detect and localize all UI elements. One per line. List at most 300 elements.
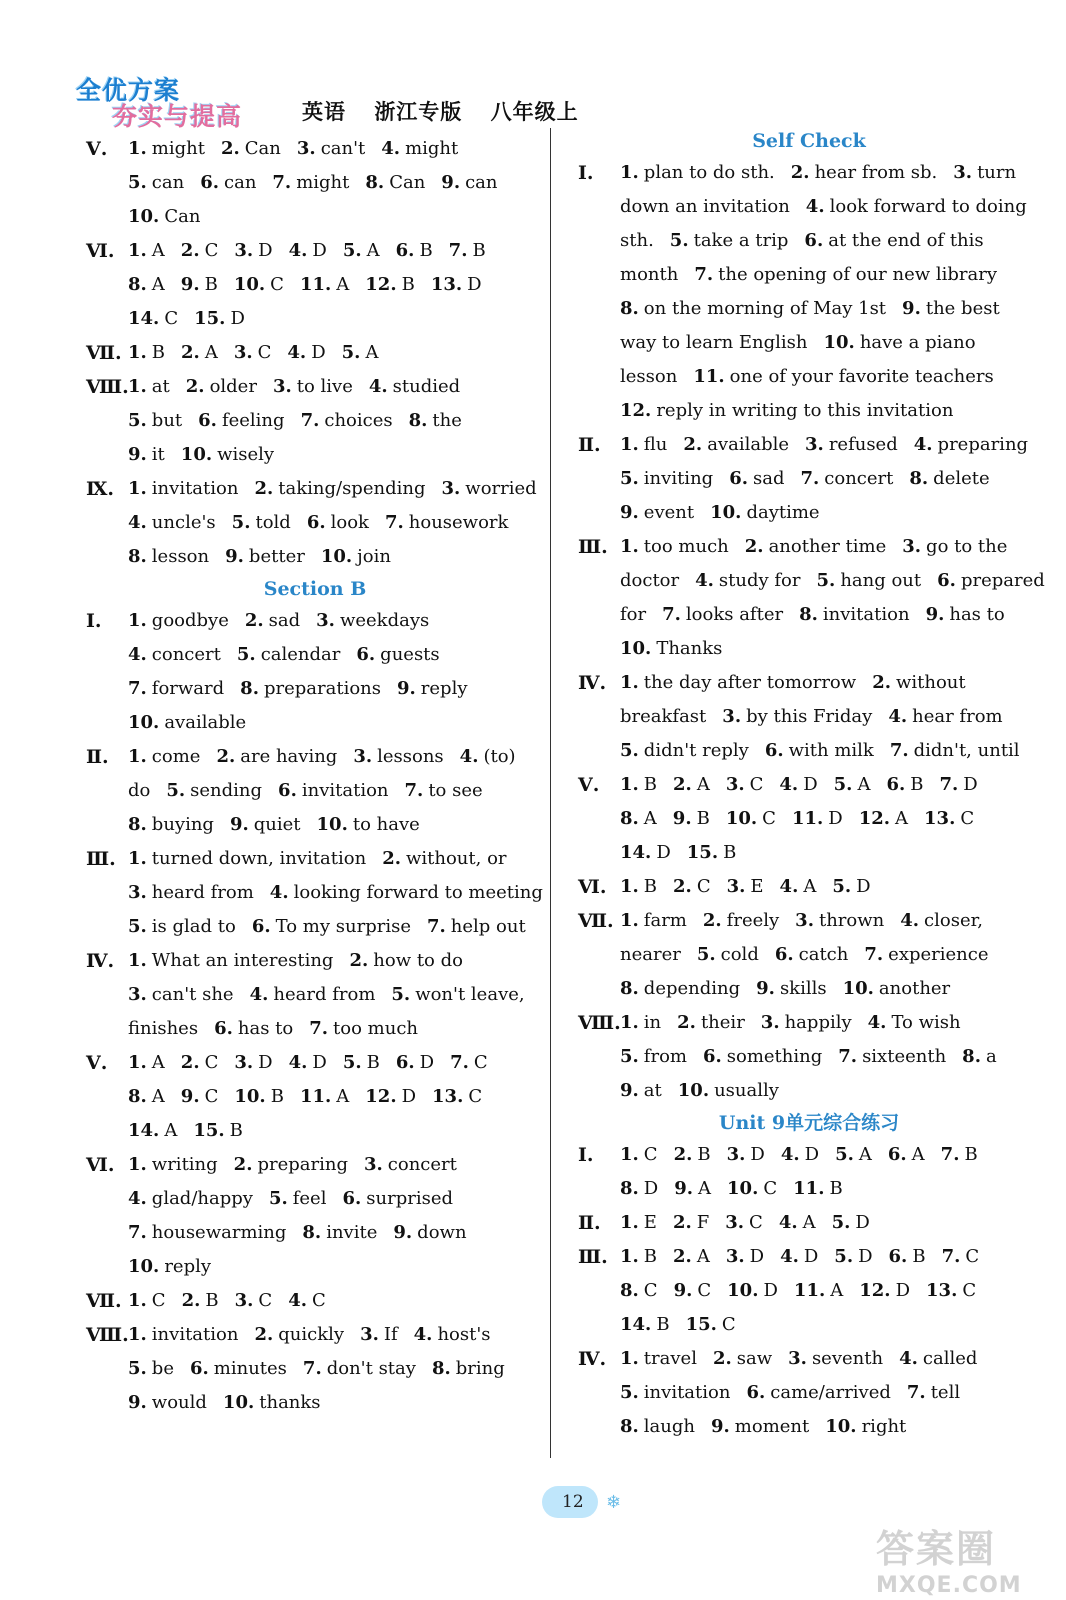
answer-item (128, 1250, 211, 1284)
answer-line (620, 1308, 1040, 1342)
answer-item (889, 1240, 926, 1274)
answer-number: 6. (887, 1144, 907, 1165)
exercise-group (86, 1318, 544, 1420)
answer-item (128, 1012, 198, 1046)
answer-text: from (643, 1046, 687, 1067)
answer-line (128, 876, 544, 910)
answer-item (888, 1138, 925, 1172)
answer-item (214, 1012, 293, 1046)
answer-text: choices (324, 410, 393, 431)
answer-text: looking forward to meeting (293, 882, 543, 903)
answer-text: B (643, 774, 658, 795)
exercise-number: Ⅷ. (86, 1324, 129, 1346)
answer-number: 13. (432, 1086, 464, 1107)
answer-item (793, 1172, 843, 1206)
answer-number: 10. (727, 1178, 759, 1199)
answer-number: 4. (287, 342, 307, 363)
answer-text: the opening of our new library (718, 264, 998, 285)
answer-text: What an interesting (151, 950, 334, 971)
answer-item (620, 1138, 658, 1172)
answer-number: 8. (620, 1416, 639, 1437)
answer-item (431, 268, 482, 302)
answer-line (128, 1012, 544, 1046)
answer-number: 7. (302, 1358, 322, 1379)
answer-line (128, 1284, 544, 1318)
answer-item (806, 190, 1027, 224)
answer-text: lessons (377, 746, 444, 767)
answer-line (620, 530, 1040, 564)
answer-text: by this Friday (746, 706, 873, 727)
answer-text: B (472, 240, 486, 261)
answer-item (942, 1240, 980, 1274)
answer-number: 5. (128, 172, 147, 193)
answer-number: 2. (673, 1144, 693, 1165)
answer-item (181, 438, 274, 472)
answer-text: E (643, 1212, 657, 1233)
answer-number: 10. (233, 274, 266, 295)
answer-number: 8. (128, 274, 147, 295)
answer-text: can't she (151, 984, 234, 1005)
exercise-group (86, 604, 544, 740)
answer-text: have a piano (859, 332, 976, 353)
answer-text: prepared (960, 570, 1045, 591)
answer-number: 10. (620, 638, 652, 659)
answer-text: feeling (221, 410, 285, 431)
answer-text: freely (726, 910, 780, 931)
answer-text: D (258, 1052, 273, 1073)
answer-text: without (895, 672, 966, 693)
answer-number: 1. (620, 910, 639, 931)
answer-text: taking/spending (278, 478, 426, 499)
exercise-number: Ⅱ. (86, 746, 109, 768)
answer-text: seventh (811, 1348, 884, 1369)
answer-text: C (960, 808, 975, 829)
answer-number: 4. (288, 240, 308, 261)
left-answer-column (86, 132, 544, 1420)
answer-text: won't leave, (415, 984, 525, 1005)
answer-number: 10. (180, 444, 213, 465)
answer-text: invite (326, 1222, 378, 1243)
answer-item (221, 132, 281, 166)
edition-label: 浙江专版 (374, 100, 463, 124)
answer-number: 7. (940, 1144, 960, 1165)
answer-item (128, 404, 182, 438)
answer-item (620, 1410, 695, 1444)
answer-number: 8. (128, 546, 147, 567)
answer-item (713, 1342, 772, 1376)
answer-item (128, 268, 165, 302)
answer-number: 10. (825, 1416, 857, 1437)
answer-text: surprised (366, 1188, 453, 1209)
answer-text: can't (320, 138, 366, 159)
answer-number: 9. (393, 1222, 413, 1243)
logo-line-1: 全优方案 (76, 76, 181, 105)
answer-number: 10. (128, 1256, 160, 1277)
answer-text: the (432, 410, 462, 431)
answer-item (186, 370, 257, 404)
answer-text: F (696, 1212, 710, 1233)
answer-line (620, 326, 1040, 360)
answer-text: came/arrived (770, 1382, 891, 1403)
answer-text: at (643, 1080, 662, 1101)
page-number: 12 (562, 1492, 584, 1512)
answer-item (674, 1274, 712, 1308)
answer-number: 3. (234, 1052, 254, 1073)
answer-text: uncle's (151, 512, 216, 533)
answer-number: 5. (341, 342, 361, 363)
subject-label: 英语 (302, 100, 346, 124)
answer-number: 2. (677, 1012, 696, 1033)
answer-item (353, 740, 443, 774)
answer-item (441, 166, 497, 200)
answer-number: 12. (859, 1280, 891, 1301)
watermark-url: MXQE.COM (876, 1573, 1022, 1598)
answer-item (620, 394, 953, 428)
answer-item (234, 1080, 284, 1114)
answer-text: B (401, 274, 415, 295)
answer-text: quiet (253, 814, 301, 835)
answer-text: worried (465, 478, 537, 499)
answer-text: closer, (924, 910, 983, 931)
answer-number: 13. (924, 808, 956, 829)
answer-item (620, 360, 677, 394)
answer-item (620, 938, 681, 972)
answer-text: Can (244, 138, 281, 159)
answer-number: 5. (816, 570, 836, 591)
answer-item (234, 234, 272, 268)
answer-text: B (643, 876, 658, 897)
answer-number: 2. (180, 1052, 200, 1073)
answer-text: concert (151, 644, 221, 665)
answer-text: their (700, 1012, 745, 1033)
answer-number: 2. (233, 1154, 253, 1175)
answer-item (427, 910, 526, 944)
answer-number: 10. (128, 206, 160, 227)
answer-text: come (151, 746, 201, 767)
answer-text: D (858, 1246, 873, 1267)
answer-item (128, 438, 165, 472)
answer-text: B (229, 1120, 243, 1141)
answer-number: 2. (672, 1212, 692, 1233)
answer-number: 3. (725, 1246, 745, 1267)
answer-text: A (803, 876, 817, 897)
answer-item (449, 234, 486, 268)
answer-text: thanks (259, 1392, 321, 1413)
answer-line (620, 598, 1040, 632)
answer-item (128, 1182, 253, 1216)
answer-text: A (911, 1144, 925, 1165)
answer-text: A (164, 1120, 178, 1141)
answer-text: plan to do sth. (643, 162, 775, 183)
answer-number: 6. (774, 944, 794, 965)
answer-text: lesson (151, 546, 210, 567)
answer-number: 5. (696, 944, 716, 965)
answer-text: A (857, 774, 871, 795)
answer-text: happily (784, 1012, 852, 1033)
answer-text: C (204, 1052, 219, 1073)
answer-number: 1. (620, 1012, 639, 1033)
exercise-number: Ⅴ. (86, 1052, 108, 1074)
answer-text: turn (977, 162, 1017, 183)
answer-item (775, 938, 849, 972)
answer-text: concert (387, 1154, 457, 1175)
answer-text: D (401, 1086, 417, 1107)
answer-item (128, 706, 246, 740)
answer-item (888, 700, 1002, 734)
answer-number: 2. (872, 672, 891, 693)
answer-text: D (230, 308, 245, 329)
answer-line (620, 156, 1040, 190)
answer-number: 9. (180, 1086, 200, 1107)
answer-number: 2. (220, 138, 240, 159)
answer-number: 6. (937, 570, 956, 591)
answer-item (365, 166, 425, 200)
answer-text: B (964, 1144, 978, 1165)
answer-item (382, 842, 506, 876)
answer-number: 8. (620, 1178, 639, 1199)
answer-item (343, 234, 380, 268)
answer-number: 1. (620, 1144, 639, 1165)
answer-item (128, 740, 200, 774)
answer-item (843, 972, 951, 1006)
answer-item (834, 768, 871, 802)
exercise-number: Ⅰ. (86, 610, 102, 632)
answer-item (899, 1342, 977, 1376)
answer-item (128, 200, 200, 234)
answer-number: 7. (272, 172, 292, 193)
answer-line (128, 438, 544, 472)
answer-line (128, 978, 544, 1012)
answer-text: to have (352, 814, 420, 835)
answer-number: 6. (306, 512, 326, 533)
answer-item (269, 1182, 327, 1216)
answer-text: right (861, 1416, 907, 1437)
answer-item (907, 1376, 960, 1410)
answer-text: to see (428, 780, 483, 801)
answer-item (300, 268, 349, 302)
answer-line (128, 234, 544, 268)
answer-text: invitation (301, 780, 389, 801)
answer-item (902, 530, 1007, 564)
answer-number: 12. (858, 808, 891, 829)
answer-number: 11. (791, 808, 824, 829)
answer-item (356, 638, 439, 672)
answer-number: 13. (926, 1280, 958, 1301)
exercise-group (578, 666, 1040, 768)
answer-item (673, 870, 711, 904)
answer-item (128, 774, 150, 808)
answer-number: 1. (620, 672, 639, 693)
answer-text: heard from (273, 984, 376, 1005)
answer-line (620, 360, 1040, 394)
answer-item (662, 598, 783, 632)
answer-item (727, 870, 764, 904)
exercise-group (578, 1342, 1040, 1444)
exercise-number: Ⅶ. (578, 910, 614, 932)
answer-number: 4. (128, 1188, 147, 1209)
answer-line (620, 292, 1040, 326)
answer-number: 15. (193, 1120, 225, 1141)
answer-text: Can (389, 172, 426, 193)
answer-text: inviting (643, 468, 714, 489)
answer-text: to live (296, 376, 353, 397)
answer-number: 4. (695, 570, 714, 591)
answer-text: forward (151, 678, 225, 699)
answer-item (223, 1386, 321, 1420)
exercise-group (86, 132, 544, 234)
answer-item (886, 768, 923, 802)
answer-number: 4. (780, 1246, 799, 1267)
answer-number: 3. (441, 478, 461, 499)
answer-text: preparations (263, 678, 381, 699)
answer-text: D (749, 1246, 765, 1267)
answer-text: C (204, 240, 219, 261)
watermark-logo (876, 1518, 1062, 1598)
answer-text: A (895, 808, 909, 829)
answer-number: 6. (804, 230, 824, 251)
answer-number: 4. (779, 774, 799, 795)
answer-text: the day after tomorrow (643, 672, 857, 693)
answer-number: 4. (867, 1012, 887, 1033)
answer-text: D (803, 1246, 819, 1267)
answer-item (321, 540, 391, 574)
answer-line (128, 740, 544, 774)
answer-number: 4. (805, 196, 825, 217)
answer-item (673, 1206, 709, 1240)
answer-number: 2. (185, 376, 205, 397)
answer-number: 1. (128, 240, 147, 261)
answer-number: 10. (725, 808, 758, 829)
answer-number: 6. (189, 1358, 209, 1379)
answer-number: 10. (710, 502, 742, 523)
answer-item (181, 268, 218, 302)
answer-number: 2. (702, 910, 722, 931)
answer-line (128, 336, 544, 370)
answer-number: 1. (620, 1348, 639, 1369)
answer-item (694, 258, 997, 292)
answer-number: 3. (233, 342, 253, 363)
answer-item (620, 1342, 697, 1376)
answer-item (620, 326, 807, 360)
answer-item (128, 1148, 218, 1182)
answer-item (620, 972, 740, 1006)
answer-text: B (696, 808, 710, 829)
exercise-group (578, 870, 1040, 904)
answer-number: 9. (756, 978, 775, 999)
answer-item (194, 302, 245, 336)
answer-item (232, 506, 291, 540)
answer-line (620, 768, 1040, 802)
answer-item (620, 768, 657, 802)
answer-number: 9. (902, 298, 921, 319)
exercise-number: Ⅵ. (86, 1154, 115, 1176)
exercise-group (578, 1138, 1040, 1206)
answer-number: 5. (268, 1188, 288, 1209)
answer-line (620, 802, 1040, 836)
answer-line (620, 1376, 1040, 1410)
answer-number: 3. (296, 138, 316, 159)
answer-text: D (312, 1052, 327, 1073)
answer-item (225, 540, 305, 574)
answer-text: at the end of this (828, 230, 984, 251)
exercise-number: Ⅳ. (86, 950, 115, 972)
answer-line (128, 944, 544, 978)
answer-item (317, 808, 420, 842)
answer-number: 3. (725, 774, 745, 795)
answer-text: C (164, 308, 179, 329)
answer-text: B (912, 1246, 926, 1267)
answer-item (924, 802, 974, 836)
exercise-group (86, 336, 544, 370)
answer-text: another (878, 978, 951, 999)
exercise-group (578, 1206, 1040, 1240)
answer-text: can (151, 172, 185, 193)
answer-number: 10. (222, 1392, 255, 1413)
exercise-group (86, 234, 544, 336)
answer-number: 5. (128, 1358, 147, 1379)
answer-item (128, 302, 178, 336)
answer-text: B (829, 1178, 843, 1199)
answer-item (620, 1376, 730, 1410)
answer-text: another time (768, 536, 887, 557)
answer-number: 1. (128, 950, 147, 971)
answer-item (835, 1138, 872, 1172)
answer-number: 10. (128, 712, 160, 733)
answer-text: preparing (257, 1154, 348, 1175)
answer-line (128, 774, 544, 808)
answer-item (805, 428, 898, 462)
answer-number: 7. (864, 944, 884, 965)
answer-text: D (763, 1280, 778, 1301)
answer-number: 8. (620, 808, 639, 829)
answer-item (804, 224, 983, 258)
answer-number: 10. (677, 1080, 710, 1101)
exercise-group (86, 1148, 544, 1284)
exercise-group (86, 472, 544, 574)
answer-number: 6. (886, 774, 906, 795)
answer-number: 8. (431, 1358, 451, 1379)
answer-number: 11. (299, 274, 332, 295)
answer-text: guests (380, 644, 440, 665)
answer-text: might (296, 172, 350, 193)
answer-item (200, 166, 256, 200)
answer-text: hear from (912, 706, 1003, 727)
answer-number: 1. (620, 536, 639, 557)
answer-text: D (804, 1144, 820, 1165)
answer-item (620, 428, 667, 462)
answer-item (620, 1308, 670, 1342)
answer-number: 7. (939, 774, 959, 795)
answer-text: can (465, 172, 498, 193)
answer-item (273, 370, 353, 404)
answer-line (128, 302, 544, 336)
answer-number: 2. (254, 1324, 274, 1345)
answer-text: wisely (217, 444, 275, 465)
answer-item (902, 292, 1000, 326)
answer-item (128, 1046, 165, 1080)
answer-text: looks after (685, 604, 784, 625)
answer-number: 6. (764, 740, 784, 761)
answer-line (620, 734, 1040, 768)
answer-number: 2. (790, 162, 810, 183)
answer-number: 3. (795, 910, 814, 931)
answer-text: cold (720, 944, 759, 965)
answer-line (128, 706, 544, 740)
exercise-group (578, 1240, 1040, 1342)
answer-item (128, 1284, 166, 1318)
answer-number: 9. (180, 274, 200, 295)
answer-item (234, 268, 284, 302)
